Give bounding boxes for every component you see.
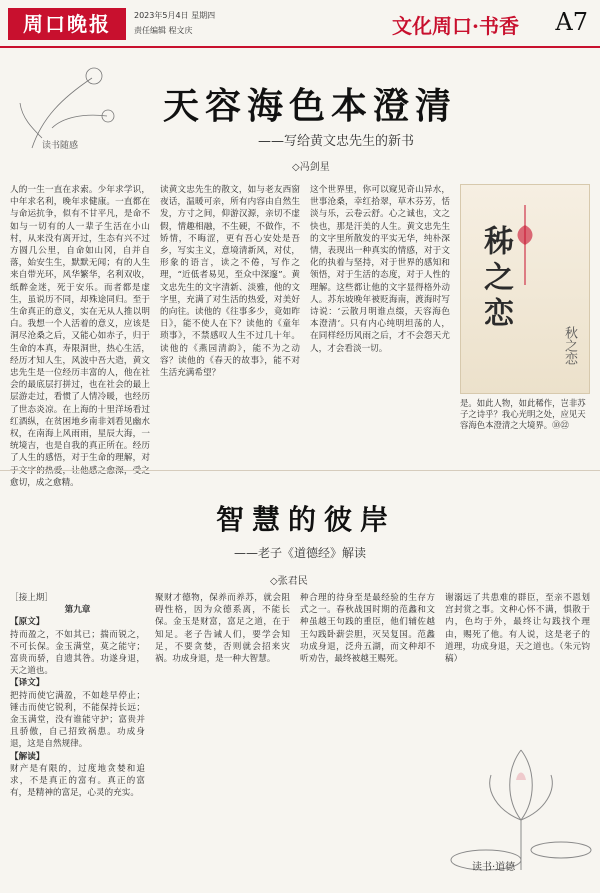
lotus-label: 读书·道德 [472, 862, 516, 873]
original-text-heading: 【原文】 [10, 617, 45, 628]
page-header [0, 0, 600, 48]
book-cover-subtitle: 秋之恋 [562, 326, 577, 365]
interpretation-heading: 【解读】 [10, 751, 45, 762]
book-cover [460, 184, 590, 394]
reading-notes-badge [12, 58, 122, 158]
badge-label: 读书随感 [42, 141, 79, 151]
article1-column-3: 这个世界里，你可以窥见奇山异水，世事沧桑，幸红拾翠，草木芬芳，恬淡与乐，云卷云舒。心之诚也，文之快也，那是汗美的人生。黄文忠先生的文字里所散发的平实无华，纯朴深情，表现出一种真实的情感，对于文化的执着与坚持，对于世界的感知和领悟，对于生活的态度，对于人性的理解。这些都让他的文字显得格外动人。苏东坡晚年被贬海南，渡海时写诗说：‘云散月明谁点缀，天容海色本澄清’。只有内心纯明坦荡的人，在同样经历风雨之后，才不会怨天尤人，才会看淡一切。 [310, 185, 450, 354]
newspaper-logo: 周口晚报 [8, 8, 126, 40]
translation-heading: 【译文】 [10, 678, 45, 689]
header-rule [0, 46, 600, 48]
article1-column-2: 读黄文忠先生的散文，如与老友西窗夜话，温暖可亲，所有内容由自然生发，方寸之间，仰游汉源，亲切不虚假，情趣相融，不生硬，不做作，不矫情，不晦涩，更有吾心安处是吾乡，写实主义，意境清新风，对仗，形象的语言，读之不倦，写作之理，“近低者易见，至众中深邃”。黄文忠先生的文字清新、淡雅，他的文字里，充满了对生活的热爱，对美好的向往。读他的《往事多少，竟如昨日》，能不使人在下？读他的《童年琐事》，不禁感叹人生不过几十年。读他的《燕园清韵》，能不为之动容？读他的《春天的故事》，能不对生活充满希望？ [160, 185, 300, 379]
continued-note: ［接上期］ [10, 593, 53, 603]
editor-text: 责任编辑 程文庆 [134, 26, 193, 35]
article2-column-4: 谢溺远了共患难的群臣，至亲不恩划宫封赏之事。文种心怀不满，惧散于内，色均于外，最终让勾践找个理由，赐死了他。有人说，这是老子的道理，功成身退，天之道也。（朱元钧稿） [445, 593, 590, 665]
dateline [134, 10, 215, 36]
chapter-heading: 第九章 [64, 605, 91, 616]
article2-column-3: 种合理的待身至是最经验的生存方式之一。春秋战国时期的范蠡和文种虽越王句践的重臣，他们辅佐越王勾践卧薪尝胆，灭吴复国。范蠡功成身退，泛舟五湖，而文种却不听劝告，最终被越王赐死。 [300, 593, 435, 665]
article2-column-2: 聚财才德物，保养而养苏，就会阻碍性格，因为众德系离，不能长保。金玉是财富，富足之道，在于知足。老子告诫人们，要学会知足，不要贪婪，否则就会招来灾祸。功成身退，是一种大智慧。 [155, 593, 290, 665]
translation-text: 把持而使它满盈，不如趁早停止；锤击而使它锐利，不能保持长远；金玉满堂，没有谁能守护；富贵并且骄傲，自己招致祸患。功成身退，这是自然规律。 [10, 690, 145, 750]
article1-caption: 是。如此人物，如此稀作，岂非苏子之诗乎？我心光明之处，应见天容海色本澄清之大境界。⑩㉒ [460, 398, 586, 430]
article-subtitle: ——写给黄文忠先生的新书 [258, 134, 415, 149]
original-text: 持而盈之，不如其已；揣而锐之，不可长保。金玉满堂，莫之能守；富贵而骄，自遗其咎。功遂身退，天之道也。 [10, 629, 145, 677]
article2-column-1 [10, 592, 145, 884]
article1-column-1: 人的一生一直在求索。少年求学识，中年求名利，晚年求健康。一直都在与命运抗争，似有不甘平凡，是命不如与一切有的人一辈子生活在小山村，从来没有离开过，生态有兴不过方圆几公里，自命如山冈，自并自落，始安生生，默默无闻；有的人生来自带光环，风华繁华，名利双收，纸醉金迷，死于安乐。而者都是虚生，虽说历不同，却殊途同归。至于生命真正的意义，实在无从人推以明白。我想一个人活着的意义，应该是洞尽沧桑之后，又能心如赤子，归于生命的本真，寿限洞世，热心生活，经历才知人生，风波中吾大造，黄文忠先生是一位经历丰富的人，他在社会的最底层打拼过，也在社会的最上层游走过，看惯了人情冷暖，也经历了世态炎凉。在上海的十里洋场看过红酒纵，在贫困地乡南非刘看见幽水权，在南海上风雨雨，星辰大海，一统境吉，也是自我的真正所在。经历了人生的感悟，对于生命的理解，对 愈切，成之愈精。 [10, 185, 150, 488]
interpretation-text: 财产是有限的，过度地贪婪和追求，不是真正的富有。真正的富有，是精神的富足，心灵的充实。 [10, 763, 145, 799]
article2-title: 智慧的彼岸 [216, 503, 397, 536]
lotus-illustration-icon [446, 720, 596, 890]
date-text: 2023年5月4日 星期四 [134, 11, 216, 20]
article2-subtitle: ——老子《道德经》解读 [234, 546, 367, 560]
article-author: ◇冯剑星 [292, 162, 330, 173]
article-title: 天容海色本澄清 [162, 85, 457, 127]
book-cover-title: 秭之恋 [478, 225, 513, 333]
article2-author: ◇张君民 [270, 576, 308, 587]
page-number: A7 [555, 8, 588, 36]
section-title: 文化周口·书香 [392, 14, 519, 38]
section-divider [0, 470, 600, 471]
